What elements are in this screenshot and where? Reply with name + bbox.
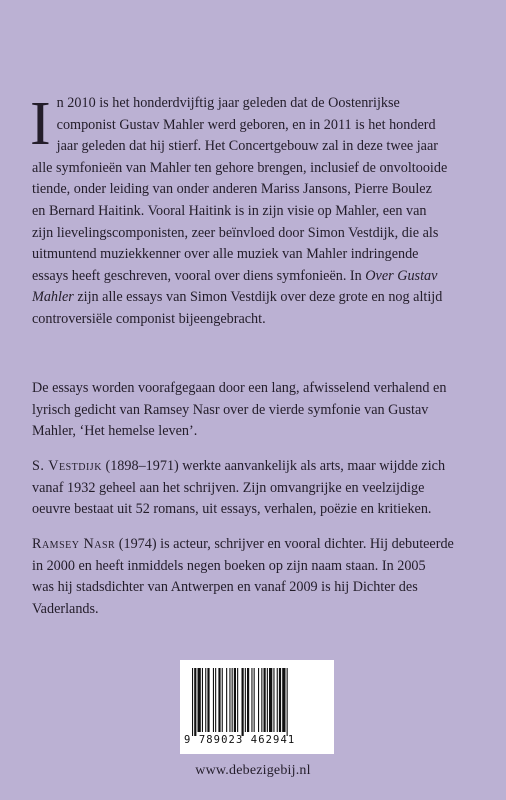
drop-cap: I bbox=[30, 90, 51, 158]
barcode-bar bbox=[273, 668, 274, 732]
barcode-bar bbox=[269, 668, 272, 732]
barcode-bar bbox=[279, 668, 281, 732]
barcode-bar bbox=[202, 668, 203, 732]
barcode-bar bbox=[261, 668, 262, 732]
intro-line-text: zijn alle essays van Simon Vestdijk over deze grote en nog altijd bbox=[77, 289, 443, 306]
bio-line: Vaderlands. bbox=[32, 600, 99, 617]
intro-line: n 2010 is het honderdvijftig jaar geleden dat de Oostenrijkse bbox=[56, 95, 400, 111]
barcode-bar bbox=[258, 668, 259, 732]
book-title-italic: Mahler bbox=[32, 289, 74, 306]
book-title-italic: Over Gustav bbox=[365, 267, 438, 284]
bio-line-text: (1898–1971) werkte aanvankelijk als arts, maar wijdde zich bbox=[101, 458, 446, 474]
intro-line: zijn lievelingscomponisten, zeer beïnvloed door Simon Vestdijk, die als bbox=[32, 224, 439, 241]
bio-line: vanaf 1932 geheel aan het schrijven. Zijn omvangrijke en veelzijdige bbox=[32, 479, 425, 496]
nasr-bio bbox=[32, 534, 480, 620]
intro-line-text: essays heeft geschreven, vooral over diens symfonieën. In bbox=[32, 267, 362, 284]
author-name: S. Vestdijk bbox=[32, 458, 102, 474]
barcode-bar bbox=[215, 668, 216, 732]
barcode-bar bbox=[213, 668, 214, 732]
intro-line bbox=[32, 287, 480, 309]
essays-line: Mahler, ‘Het hemelse leven’. bbox=[32, 423, 198, 440]
barcode-bar bbox=[232, 668, 233, 732]
barcode-bar bbox=[245, 668, 246, 732]
barcode-bar bbox=[251, 668, 252, 732]
poet-name: Ramsey Nasr bbox=[32, 536, 116, 552]
essays-line: De essays worden voorafgegaan door een lang, afwisselend verhalend en bbox=[32, 380, 447, 396]
bio-line: oeuvre bestaat uit 52 romans, uit essays, verhalen, poëzie en kritieken. bbox=[32, 501, 432, 518]
barcode-bar bbox=[226, 668, 227, 732]
barcode-bars bbox=[192, 668, 322, 736]
barcode-bar bbox=[222, 668, 223, 732]
isbn-barcode bbox=[180, 660, 334, 754]
barcode-bar bbox=[205, 668, 206, 732]
essays-paragraph bbox=[32, 378, 480, 443]
barcode-bar bbox=[287, 668, 288, 736]
intro-line: en Bernard Haitink. Vooral Haitink is in zijn visie op Mahler, een van bbox=[32, 202, 427, 219]
barcode-bar bbox=[207, 668, 209, 732]
bio-line-text: (1974) is acteur, schrijver en vooral dichter. Hij debuteerde bbox=[115, 536, 454, 552]
barcode-bar bbox=[218, 668, 220, 732]
barcode-bar bbox=[247, 668, 249, 732]
intro-line: jaar geleden dat hij stierf. Het Concertgebouw zal in deze twee jaar bbox=[56, 138, 438, 155]
barcode-bar bbox=[237, 668, 238, 732]
essays-line: lyrisch gedicht van Ramsey Nasr over de vierde symfonie van Gustav bbox=[32, 401, 429, 418]
barcode-bar bbox=[234, 668, 236, 732]
intro-paragraph bbox=[30, 90, 480, 331]
intro-line: componist Gustav Mahler werd geboren, en in 2011 is het honderd bbox=[56, 116, 436, 133]
isbn-number: 9 789023 462941 bbox=[184, 734, 296, 746]
bio-line bbox=[32, 534, 480, 556]
barcode-bar bbox=[254, 668, 255, 732]
intro-line: controversiële componist bijeengebracht. bbox=[32, 310, 266, 327]
bio-line bbox=[32, 456, 480, 478]
barcode-bar bbox=[194, 668, 196, 736]
barcode-bar bbox=[277, 668, 278, 732]
barcode-bar bbox=[229, 668, 230, 732]
barcode-bar bbox=[242, 668, 244, 736]
intro-line: alle symfonieën van Mahler ten gehore brengen, inclusief de onvoltooide bbox=[32, 159, 448, 176]
barcode-bar bbox=[198, 668, 201, 732]
intro-line bbox=[32, 266, 480, 288]
barcode-bar bbox=[192, 668, 193, 736]
barcode-bar bbox=[264, 668, 266, 732]
intro-line: uitmuntend muziekkenner over alle muziek van Mahler indringende bbox=[32, 246, 419, 263]
publisher-website[interactable]: www.debezigebij.nl bbox=[195, 763, 311, 778]
intro-line: tiende, onder leiding van onder anderen Mariss Jansons, Pierre Boulez bbox=[32, 181, 432, 198]
barcode-bar bbox=[282, 668, 285, 732]
barcode-bar bbox=[267, 668, 268, 732]
bio-line: was hij stadsdichter van Antwerpen en vanaf 2009 is hij Dichter des bbox=[32, 579, 418, 596]
vestdijk-bio bbox=[32, 456, 480, 521]
bio-line: in 2000 en heeft inmiddels negen boeken op zijn naam staan. In 2005 bbox=[32, 557, 426, 574]
